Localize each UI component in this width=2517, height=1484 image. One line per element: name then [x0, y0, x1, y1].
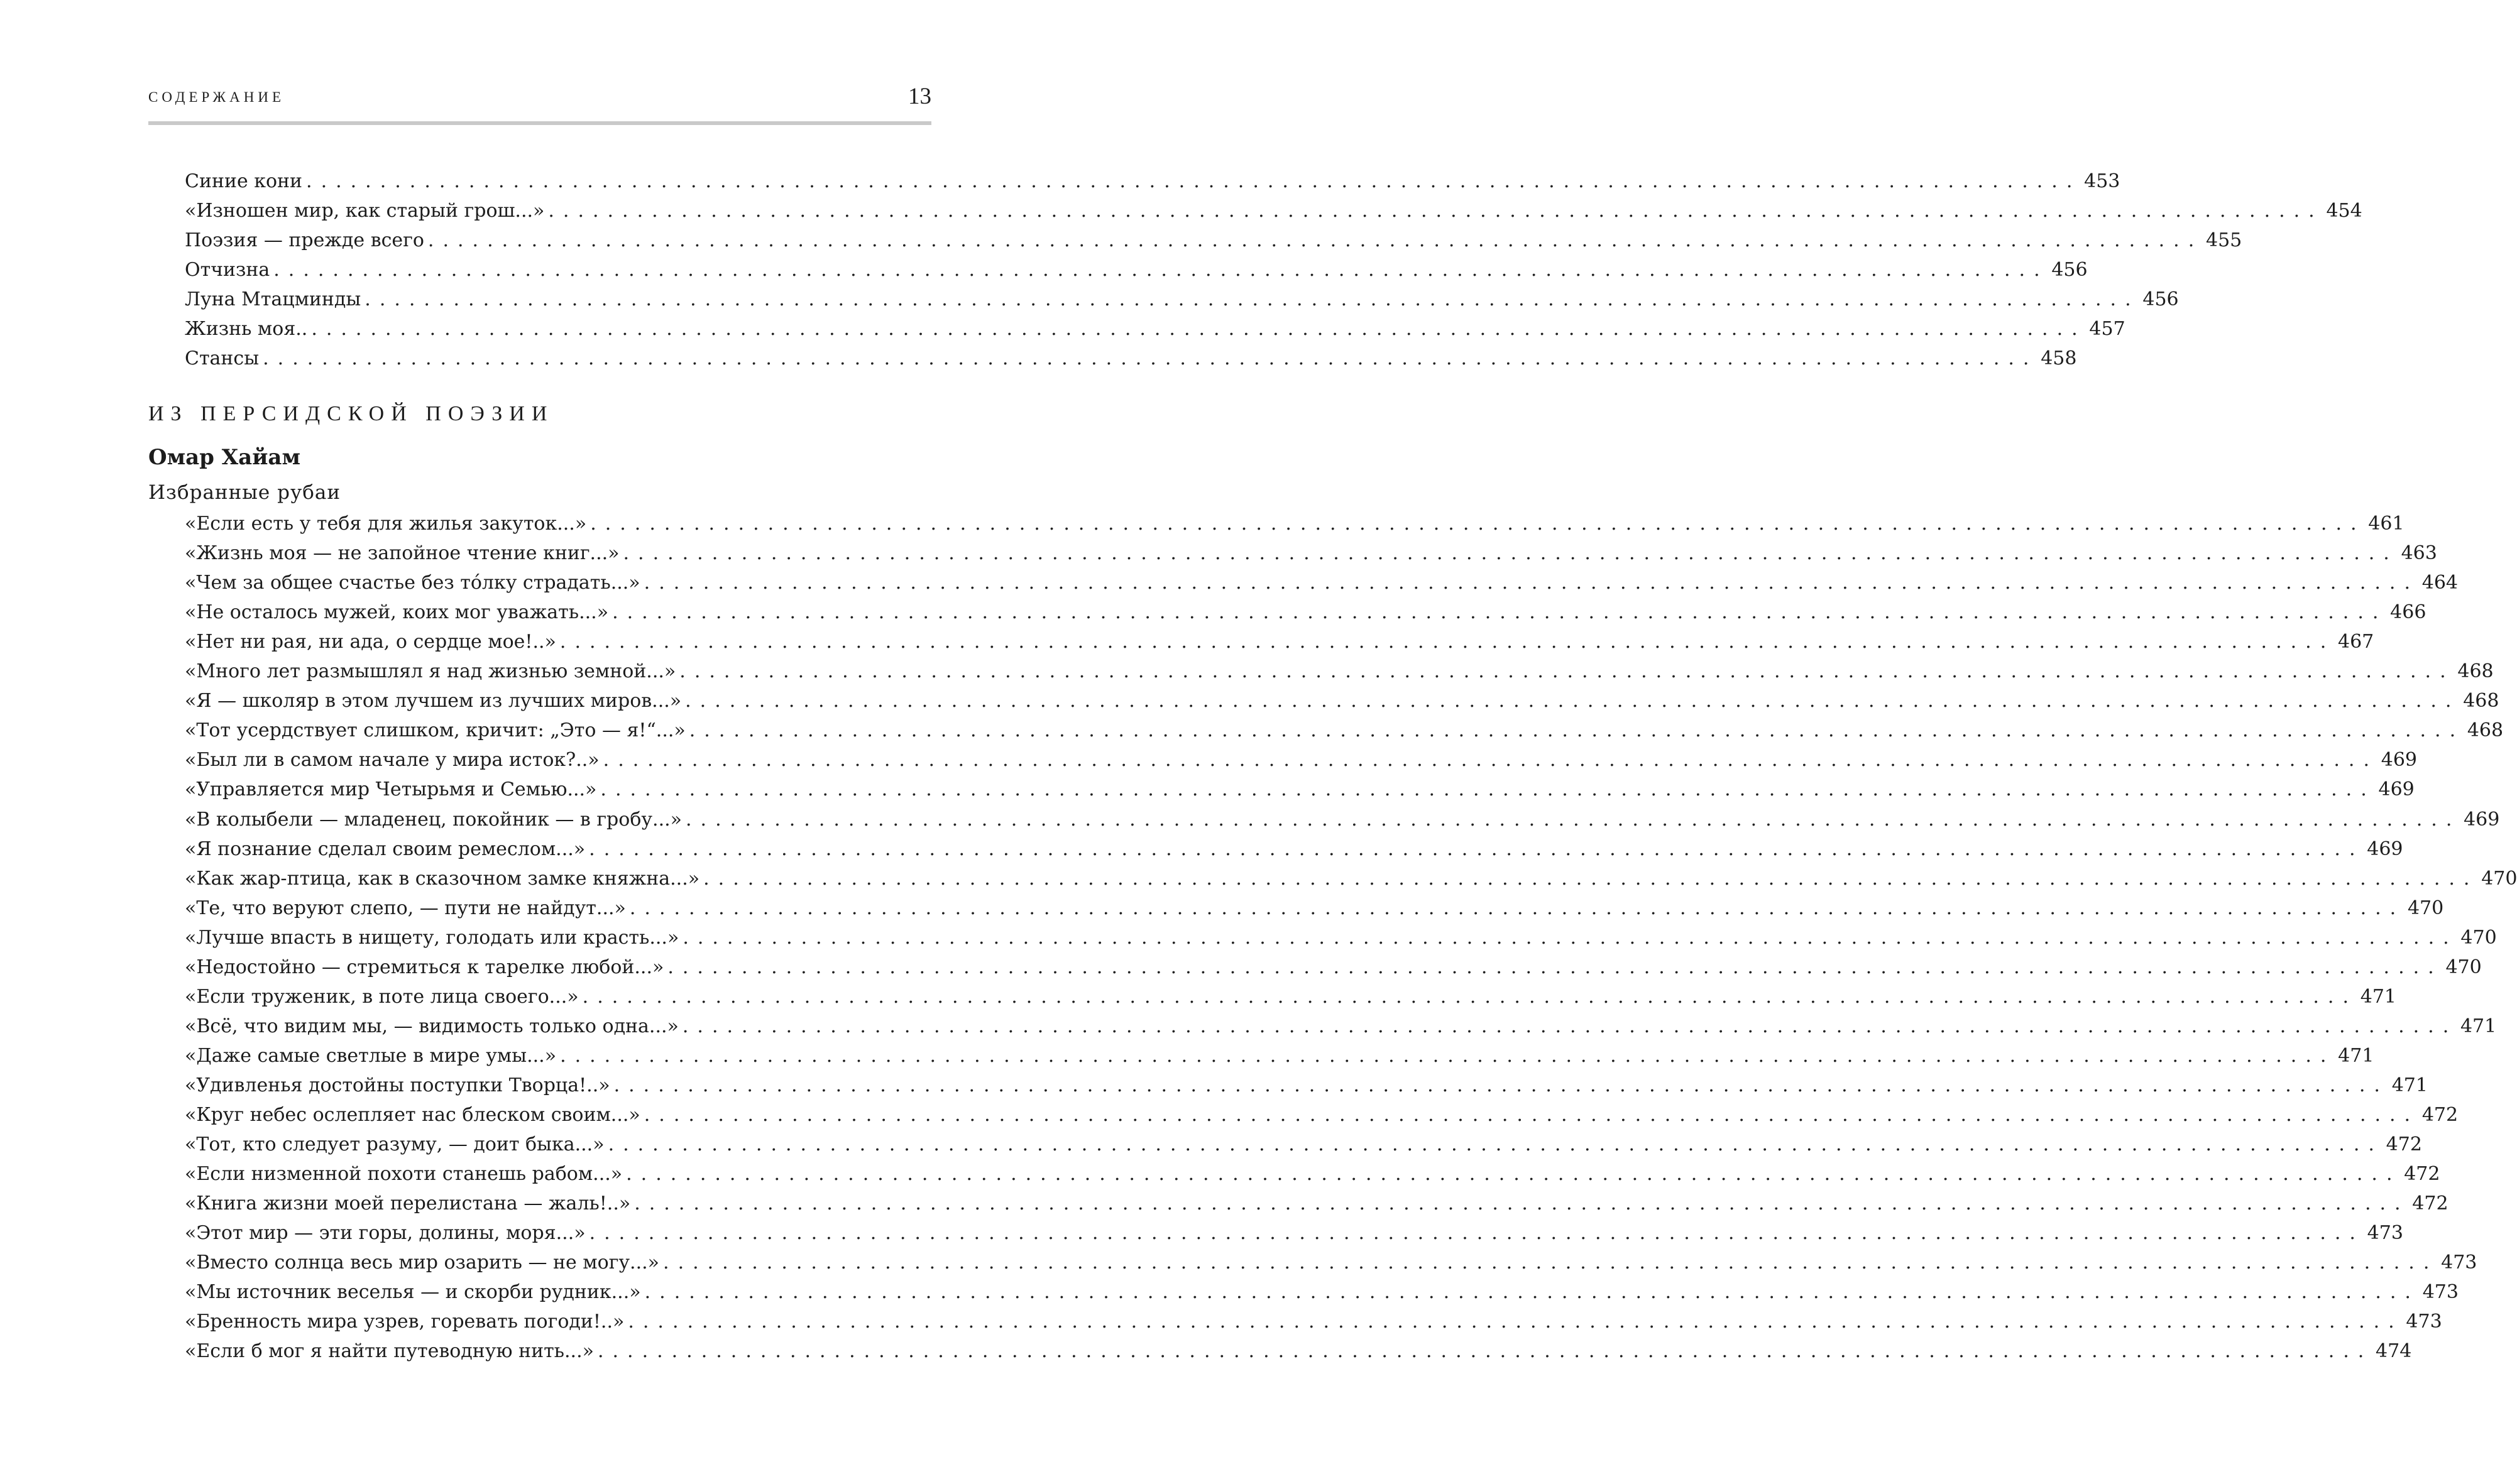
toc-entry-title: «Был ли в самом начале у мира исток?..» — [185, 746, 603, 775]
toc-entry[interactable] — [185, 746, 2417, 775]
toc-entry[interactable] — [185, 344, 2077, 373]
toc-entry-page: 467 — [2337, 631, 2374, 653]
toc-entry[interactable] — [185, 775, 2415, 804]
toc-entry-title: «Как жар-птица, как в сказочном замке княжна...» — [185, 865, 703, 893]
dot-leader: ........................................................................................................................ — [689, 719, 2465, 742]
toc-entry-title: «Тот, кто следует разуму, — доит быка...» — [185, 1130, 608, 1159]
toc-entry-title: «Изношен мир, как старый грош...» — [185, 197, 548, 226]
dot-leader: ........................................................................................................................ — [667, 956, 2443, 978]
toc-entry-page: 472 — [2404, 1163, 2440, 1186]
toc-entry[interactable] — [185, 315, 2125, 344]
toc-entry[interactable] — [185, 1130, 2422, 1159]
toc-entry-title: «Много лет размышлял я над жизнью земной...» — [185, 657, 679, 686]
dot-leader: ........................................................................................................................ — [263, 347, 2038, 369]
dot-leader: ........................................................................................................................ — [560, 1044, 2335, 1067]
toc-entry-page: 456 — [2142, 288, 2179, 310]
toc-entry-title: «Всё, что видим мы, — видимость только одна...» — [185, 1012, 683, 1041]
toc-entry[interactable] — [185, 1071, 2428, 1100]
toc-entry-title: «Лучше впасть в нищету, голодать или красть...» — [185, 924, 683, 952]
dot-leader: ........................................................................................................................ — [683, 926, 2458, 949]
toc-entry[interactable] — [185, 657, 2494, 686]
toc-entry-title: «Я — школяр в этом лучшем из лучших миров...» — [185, 687, 685, 716]
author-heading: Омар Хайам — [148, 445, 300, 470]
dot-leader: ........................................................................................................................ — [644, 1104, 2420, 1126]
toc-entry-page: 471 — [2391, 1074, 2428, 1096]
dot-leader: ........................................................................................................................ — [686, 808, 2461, 831]
toc-entry-page: 472 — [2386, 1133, 2422, 1156]
toc-entry[interactable] — [185, 539, 2437, 568]
dot-leader: ........................................................................................................................ — [590, 513, 2366, 535]
dot-leader: ........................................................................................................................ — [613, 1074, 2389, 1096]
toc-entry[interactable] — [185, 628, 2374, 657]
dot-leader: ........................................................................................................................ — [682, 1015, 2458, 1037]
dot-leader: ........................................................................................................................ — [365, 288, 2140, 310]
toc-entry-title: «Я познание сделал своим ремеслом...» — [185, 835, 589, 864]
dot-leader: ........................................................................................................................ — [629, 897, 2405, 919]
dot-leader: ........................................................................................................................ — [548, 200, 2323, 222]
toc-entry-page: 468 — [2463, 690, 2499, 712]
page-number: 13 — [908, 84, 931, 109]
toc-entry-title: «Даже самые светлые в мире умы...» — [185, 1042, 560, 1071]
dot-leader: ........................................................................................................................ — [644, 572, 2420, 594]
toc-entry[interactable] — [185, 256, 2088, 285]
dot-leader: ........................................................................................................................ — [626, 1163, 2401, 1186]
toc-entry[interactable] — [185, 1248, 2477, 1277]
toc-entry-title: «Недостойно — стремиться к тарелке любой...» — [185, 953, 667, 982]
toc-entry[interactable] — [185, 865, 2517, 893]
dot-leader: ........................................................................................................................ — [703, 867, 2479, 890]
toc-entry-title: «Если труженик, в поте лица своего...» — [185, 983, 583, 1012]
toc-entry[interactable] — [185, 924, 2497, 952]
toc-entry-page: 461 — [2368, 513, 2405, 535]
toc-entry[interactable] — [185, 805, 2500, 834]
dot-leader: ........................................................................................................................ — [311, 318, 2087, 340]
dot-leader: ........................................................................................................................ — [628, 1311, 2403, 1333]
dot-leader: ........................................................................................................................ — [644, 1281, 2420, 1304]
dot-leader: ........................................................................................................................ — [597, 1340, 2373, 1363]
dot-leader: ........................................................................................................................ — [589, 837, 2364, 860]
toc-entry[interactable] — [185, 1160, 2440, 1189]
toc-entry-page: 455 — [2206, 229, 2242, 251]
toc-entry-page: 457 — [2089, 318, 2125, 340]
toc-entry-title: «Управляется мир Четырьмя и Семью...» — [185, 775, 600, 804]
toc-entry-page: 453 — [2084, 170, 2120, 192]
toc-entry-page: 471 — [2360, 985, 2396, 1008]
toc-entry[interactable] — [185, 226, 2242, 255]
toc-entry-title: «Круг небес ослепляет нас блеском своим...» — [185, 1101, 644, 1130]
toc-entry[interactable] — [185, 1337, 2412, 1366]
toc-entry[interactable] — [185, 1189, 2448, 1218]
toc-entry-page: 472 — [2412, 1192, 2448, 1215]
toc-entry-title: «Удивленья достойны поступки Творца!..» — [185, 1071, 614, 1100]
dot-leader: ........................................................................................................................ — [306, 170, 2081, 192]
toc-entry-title: Поэзия — прежде всего — [185, 226, 428, 255]
toc-entry-title: «Если низменной похоти станешь рабом...» — [185, 1160, 626, 1189]
toc-entry-title: Отчизна — [185, 256, 273, 285]
header-rule — [148, 121, 931, 125]
dot-leader: ........................................................................................................................ — [679, 660, 2455, 683]
toc-entry-page: 469 — [2378, 778, 2415, 801]
toc-entry-title: «Этот мир — эти горы, долины, моря...» — [185, 1219, 589, 1248]
toc-entry[interactable] — [185, 716, 2504, 745]
toc-entry-page: 472 — [2421, 1104, 2459, 1126]
toc-entry-page: 473 — [2367, 1222, 2403, 1245]
toc-entry-page: 470 — [2460, 926, 2497, 949]
toc-entry-page: 474 — [2376, 1340, 2412, 1363]
toc-entry-title: «Книга жизни моей перелистана — жаль!..» — [185, 1189, 634, 1218]
dot-leader: ........................................................................................................................ — [612, 601, 2388, 624]
toc-entry[interactable] — [185, 1219, 2403, 1248]
toc-entry-title: «Вместо солнца весь мир озарить — не могу...» — [185, 1248, 663, 1277]
toc-entry-page: 456 — [2051, 259, 2088, 281]
toc-entry[interactable] — [185, 285, 2179, 314]
dot-leader: ........................................................................................................................ — [603, 749, 2378, 772]
toc-entry-page: 469 — [2381, 749, 2417, 772]
toc-entry-page: 463 — [2401, 542, 2437, 565]
toc-entry-page: 473 — [2422, 1281, 2459, 1304]
toc-entry-title: «В колыбели — младенец, покойник — в гробу...» — [185, 805, 686, 834]
toc-entry[interactable] — [185, 953, 2482, 982]
dot-leader: ........................................................................................................................ — [623, 542, 2398, 565]
toc-entry[interactable] — [185, 1012, 2497, 1041]
toc-entry[interactable] — [185, 197, 2362, 226]
toc-entry-page: 454 — [2326, 200, 2362, 222]
toc-entry-page: 473 — [2441, 1252, 2477, 1274]
toc-entry-title: Стансы — [185, 344, 263, 373]
toc-entry-page: 470 — [2445, 956, 2482, 978]
toc-entry[interactable] — [185, 835, 2403, 864]
dot-leader: ........................................................................................................................ — [634, 1192, 2410, 1215]
toc-entry[interactable] — [185, 167, 2120, 196]
toc-entry-title: «Чем за общее счастье без то́лку страдать...» — [185, 569, 644, 597]
toc-entry-page: 473 — [2406, 1311, 2442, 1333]
dot-leader: ........................................................................................................................ — [600, 778, 2376, 801]
toc-entry[interactable] — [185, 510, 2405, 538]
toc-entry-page: 468 — [2467, 719, 2504, 742]
dot-leader: ........................................................................................................................ — [589, 1222, 2364, 1245]
dot-leader: ........................................................................................................................ — [685, 690, 2460, 712]
section-heading: ИЗ ПЕРСИДСКОЙ ПОЭЗИИ — [148, 402, 554, 425]
toc-entry[interactable] — [185, 1307, 2442, 1336]
dot-leader: ........................................................................................................................ — [273, 259, 2049, 281]
toc-entry-title: «Мы источник веселья — и скорби рудник...» — [185, 1278, 645, 1307]
toc-entry[interactable] — [185, 1278, 2459, 1307]
toc-entry-title: «Не осталось мужей, коих мог уважать...» — [185, 598, 612, 627]
dot-leader: ........................................................................................................................ — [582, 985, 2357, 1008]
running-header-title: СОДЕРЖАНИЕ — [148, 89, 285, 105]
toc-entry-page: 458 — [2041, 347, 2077, 369]
toc-entry-page: 471 — [2338, 1044, 2374, 1067]
toc-entry-page: 471 — [2460, 1015, 2497, 1037]
toc-entry-title: «Если есть у тебя для жилья закуток...» — [185, 510, 590, 538]
toc-entry-title: «Те, что веруют слепо, — пути не найдут...» — [185, 894, 630, 923]
cycle-heading: Избранные рубаи — [148, 481, 341, 504]
toc-entry[interactable] — [185, 598, 2427, 627]
dot-leader: ........................................................................................................................ — [608, 1133, 2383, 1156]
toc-entry[interactable] — [185, 1042, 2374, 1071]
toc-entry-page: 470 — [2407, 897, 2444, 919]
toc-entry-page: 464 — [2421, 572, 2459, 594]
toc-entry-title: «Жизнь моя — не запойное чтение книг...» — [185, 539, 623, 568]
dot-leader: ........................................................................................................................ — [559, 631, 2335, 653]
toc-entry-page: 468 — [2457, 660, 2494, 683]
running-header — [148, 80, 931, 126]
dot-leader: ........................................................................................................................ — [663, 1252, 2438, 1274]
toc-entry-page: 469 — [2464, 808, 2500, 831]
toc-entry-title: «Если б мог я найти путеводную нить...» — [185, 1337, 598, 1366]
toc-entry[interactable] — [185, 983, 2396, 1012]
toc-entry-title: Синие кони — [185, 167, 306, 196]
toc-entry[interactable] — [185, 894, 2444, 923]
toc-entry-title: Луна Мтацминды — [185, 285, 365, 314]
toc-entry-page: 470 — [2481, 867, 2517, 890]
toc-entry[interactable] — [185, 1101, 2459, 1130]
dot-leader: ........................................................................................................................ — [427, 229, 2203, 251]
toc-entry[interactable] — [185, 687, 2499, 716]
toc-entry-title: «Тот усердствует слишком, кричит: „Это — я!“...» — [185, 716, 689, 745]
toc-entry[interactable] — [185, 569, 2459, 597]
toc-entry-page: 469 — [2367, 837, 2403, 860]
toc-entry-title: «Нет ни рая, ни ада, о сердце мое!..» — [185, 628, 560, 657]
toc-entry-page: 466 — [2390, 601, 2427, 624]
toc-entry-title: Жизнь моя.. — [185, 315, 311, 344]
toc-entry-title: «Бренность мира узрев, горевать погоди!..» — [185, 1307, 628, 1336]
